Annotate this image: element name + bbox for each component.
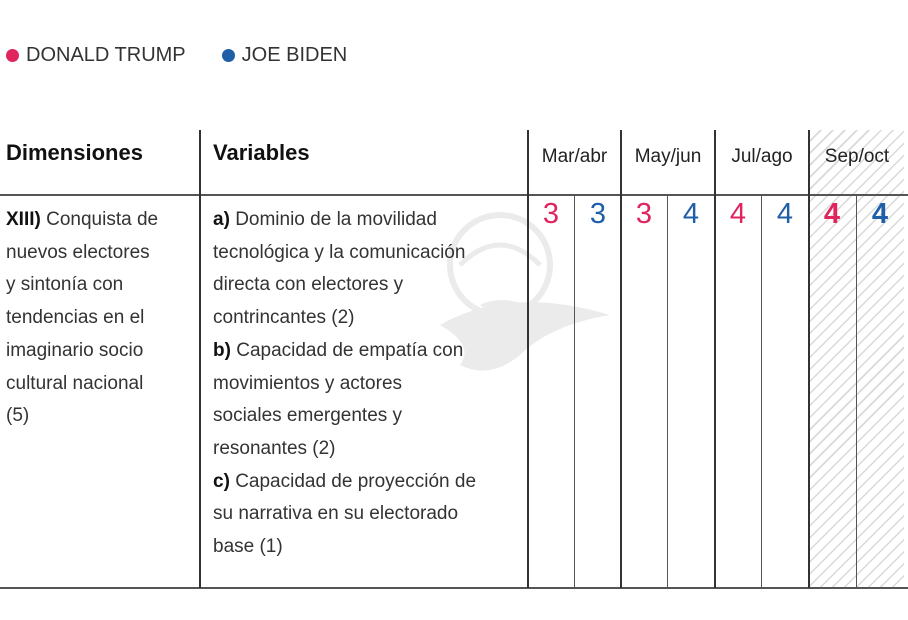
subcolumn-divider [574, 196, 575, 588]
dimension-line: tendencias en el [6, 307, 145, 329]
subcolumn-divider [856, 196, 857, 588]
variables-cell [213, 204, 525, 564]
dimension-line: Conquista de [46, 209, 159, 230]
variable-line: sociales emergentes y [213, 405, 403, 427]
table-bottom-rule [0, 587, 908, 589]
dimension-prefix: XIII) [6, 209, 41, 230]
variable-b-prefix: b) [213, 339, 231, 361]
biden-score: 4 [682, 198, 700, 230]
variable-line: directa con electores y [213, 274, 404, 296]
header-period: Sep/oct [824, 146, 890, 167]
variable-line: contrincantes (2) [213, 307, 355, 329]
header-period: May/jun [634, 146, 702, 167]
legend [6, 44, 383, 67]
biden-score: 4 [871, 198, 889, 230]
trump-dot-icon [6, 49, 19, 62]
variable-line: resonantes (2) [213, 437, 336, 459]
biden-score: 3 [589, 198, 607, 230]
variable-c-prefix: c) [213, 470, 230, 492]
trump-score: 3 [542, 198, 560, 230]
subcolumn-divider [761, 196, 762, 588]
biden-score: 4 [776, 198, 794, 230]
variable-line: Capacidad de proyección de [235, 470, 477, 492]
column-divider [199, 130, 201, 588]
header-variables: Variables [213, 140, 310, 165]
legend-label-biden: JOE BIDEN [241, 44, 348, 66]
variable-line: su narrativa en su electorado [213, 503, 459, 525]
trump-score: 4 [823, 198, 841, 230]
variable-line: Capacidad de empatía con [236, 339, 464, 361]
legend-item-trump [6, 44, 186, 67]
variable-line: Dominio de la movilidad [235, 209, 437, 230]
header-top-rule [0, 194, 908, 196]
trump-score: 4 [729, 198, 747, 230]
variable-line: tecnológica y la comunicación [213, 241, 466, 263]
dimension-line: imaginario socio [6, 339, 144, 361]
trump-score: 3 [635, 198, 653, 230]
subcolumn-divider [667, 196, 668, 588]
biden-dot-icon [222, 49, 235, 62]
legend-item-biden [222, 44, 348, 67]
header-period: Jul/ago [731, 146, 793, 167]
variable-line: movimientos y actores [213, 372, 403, 394]
dimension-cell [6, 204, 196, 433]
header-dimensions: Dimensiones [6, 140, 143, 165]
dimension-line: y sintonía con [6, 274, 124, 296]
dimension-line: (5) [6, 405, 30, 427]
header-period: Mar/abr [541, 146, 608, 167]
legend-label-trump: DONALD TRUMP [26, 44, 186, 66]
dimension-line: cultural nacional [6, 372, 144, 394]
variable-a-prefix: a) [213, 209, 230, 230]
variable-line: base (1) [213, 536, 283, 558]
dimension-line: nuevos electores [6, 241, 150, 263]
